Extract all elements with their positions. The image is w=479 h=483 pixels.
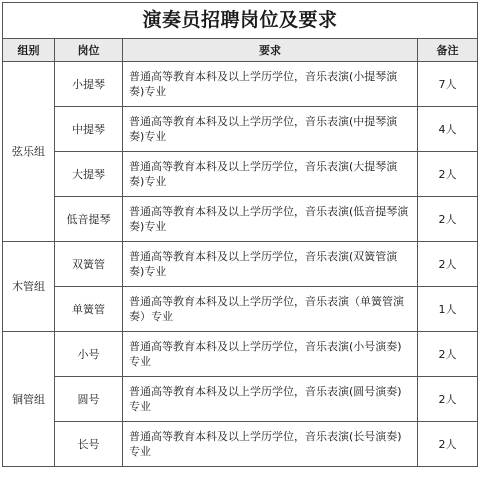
position-cell: 中提琴 xyxy=(55,107,123,152)
position-cell: 低音提琴 xyxy=(55,197,123,242)
requirement-cell: 普通高等教育本科及以上学历学位，音乐表演(大提琴演奏)专业 xyxy=(123,152,418,197)
note-cell: 2人 xyxy=(418,422,478,467)
table-row xyxy=(3,422,478,467)
header-group: 组别 xyxy=(3,39,55,62)
table-row xyxy=(3,197,478,242)
table-row xyxy=(3,377,478,422)
note-cell: 7人 xyxy=(418,62,478,107)
position-cell: 单簧管 xyxy=(55,287,123,332)
header-position: 岗位 xyxy=(55,39,123,62)
position-cell: 圆号 xyxy=(55,377,123,422)
note-cell: 4人 xyxy=(418,107,478,152)
group-cell-strings: 弦乐组 xyxy=(3,62,55,242)
requirement-cell: 普通高等教育本科及以上学历学位，音乐表演(双簧管演奏)专业 xyxy=(123,242,418,287)
note-cell: 2人 xyxy=(418,377,478,422)
note-cell: 2人 xyxy=(418,242,478,287)
note-cell: 2人 xyxy=(418,152,478,197)
position-cell: 大提琴 xyxy=(55,152,123,197)
table-row xyxy=(3,62,478,107)
requirement-cell: 普通高等教育本科及以上学历学位，音乐表演(低音提琴演奏)专业 xyxy=(123,197,418,242)
table-row xyxy=(3,332,478,377)
requirement-cell: 普通高等教育本科及以上学历学位，音乐表演（单簧管演奏）专业 xyxy=(123,287,418,332)
position-cell: 长号 xyxy=(55,422,123,467)
table-row xyxy=(3,152,478,197)
table-row xyxy=(3,242,478,287)
group-cell-brass: 铜管组 xyxy=(3,332,55,467)
requirement-cell: 普通高等教育本科及以上学历学位，音乐表演(小提琴演奏)专业 xyxy=(123,62,418,107)
note-cell: 2人 xyxy=(418,332,478,377)
requirement-cell: 普通高等教育本科及以上学历学位，音乐表演(圆号演奏)专业 xyxy=(123,377,418,422)
table-title: 演奏员招聘岗位及要求 xyxy=(3,3,478,39)
requirement-cell: 普通高等教育本科及以上学历学位，音乐表演(长号演奏)专业 xyxy=(123,422,418,467)
table-row xyxy=(3,287,478,332)
position-cell: 小提琴 xyxy=(55,62,123,107)
table-row xyxy=(3,107,478,152)
header-requirement: 要求 xyxy=(123,39,418,62)
group-cell-woodwinds: 木管组 xyxy=(3,242,55,332)
note-cell: 1人 xyxy=(418,287,478,332)
note-cell: 2人 xyxy=(418,197,478,242)
recruitment-table xyxy=(2,2,478,467)
requirement-cell: 普通高等教育本科及以上学历学位，音乐表演(中提琴演奏)专业 xyxy=(123,107,418,152)
header-note: 备注 xyxy=(418,39,478,62)
position-cell: 小号 xyxy=(55,332,123,377)
header-row xyxy=(3,39,478,62)
position-cell: 双簧管 xyxy=(55,242,123,287)
recruitment-sheet xyxy=(2,2,477,480)
requirement-cell: 普通高等教育本科及以上学历学位，音乐表演(小号演奏)专业 xyxy=(123,332,418,377)
